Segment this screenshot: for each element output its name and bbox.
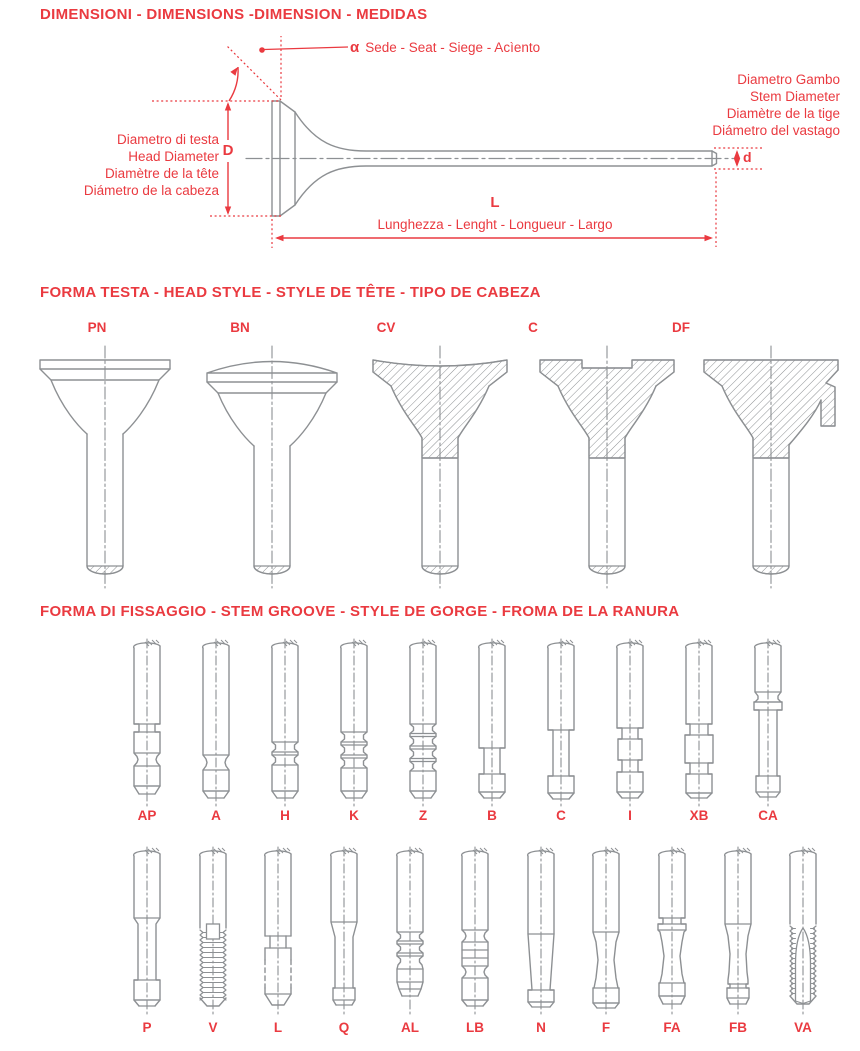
stem-diameter-symbol: d bbox=[743, 149, 752, 165]
stem-groove-label-FA: FA bbox=[663, 1020, 681, 1035]
head-style-drawing-CV bbox=[365, 342, 515, 594]
stem-groove-label-AL: AL bbox=[401, 1020, 419, 1035]
stem-groove-label-F: F bbox=[601, 1020, 611, 1035]
length-symbol: L bbox=[490, 194, 500, 211]
section-title-dimensions: DIMENSIONI - DIMENSIONS -DIMENSION - MEDIDAS bbox=[40, 6, 428, 23]
stem-groove-drawing-FA bbox=[640, 844, 704, 1020]
stem-groove-drawing-V bbox=[181, 844, 245, 1020]
stem-groove-drawing-Z bbox=[391, 636, 455, 812]
stem-groove-drawing-P bbox=[115, 844, 179, 1020]
length-label: Lunghezza - Lenght - Longueur - Largo bbox=[377, 217, 613, 232]
stem-groove-label-Q: Q bbox=[338, 1020, 350, 1035]
head-style-drawing-C bbox=[532, 342, 682, 594]
head-style-drawing-BN bbox=[197, 342, 347, 594]
stem-groove-label-V: V bbox=[208, 1020, 218, 1035]
stem-groove-drawing-I bbox=[598, 636, 662, 812]
head-style-label-DF: DF bbox=[672, 320, 690, 335]
stem-groove-label-FB: FB bbox=[729, 1020, 747, 1035]
section-title-head-styles: FORMA TESTA - HEAD STYLE - STYLE DE TÊTE - TIPO DE CABEZA bbox=[40, 284, 541, 301]
stem-groove-label-Z: Z bbox=[418, 808, 428, 823]
stem-groove-label-LB: LB bbox=[466, 1020, 484, 1035]
head-diameter-label: Diametro di testa Head Diameter Diamètre de la tête Diámetro de la cabeza bbox=[83, 132, 219, 198]
stem-groove-drawing-AL bbox=[378, 844, 442, 1020]
stem-groove-label-N: N bbox=[536, 1020, 546, 1035]
head-style-label-C: C bbox=[528, 320, 538, 335]
head-style-drawing-PN bbox=[30, 342, 180, 594]
stem-groove-drawing-H bbox=[253, 636, 317, 812]
head-style-label-CV: CV bbox=[376, 320, 396, 335]
head-style-drawing-DF bbox=[696, 342, 846, 594]
stem-groove-drawing-K bbox=[322, 636, 386, 812]
stem-groove-label-CA: CA bbox=[758, 808, 778, 823]
stem-groove-drawing-N bbox=[509, 844, 573, 1020]
stem-groove-drawing-Q bbox=[312, 844, 376, 1020]
stem-groove-drawing-XB bbox=[667, 636, 731, 812]
stem-groove-drawing-F bbox=[574, 844, 638, 1020]
stem-groove-drawing-LB bbox=[443, 844, 507, 1020]
stem-groove-drawing-L bbox=[246, 844, 310, 1020]
stem-diameter-label: Diametro Gambo Stem Diameter Diamètre de la tige Diámetro del vastago bbox=[712, 72, 840, 138]
stem-groove-drawing-VA bbox=[771, 844, 835, 1020]
stem-groove-label-I: I bbox=[628, 808, 632, 823]
stem-groove-label-C: C bbox=[556, 808, 566, 823]
stem-groove-label-P: P bbox=[142, 1020, 152, 1035]
stem-groove-drawing-AP bbox=[115, 636, 179, 812]
stem-groove-label-VA: VA bbox=[794, 1020, 812, 1035]
seat-label-text: Sede - Seat - Siege - Acìento bbox=[365, 40, 541, 55]
stem-groove-label-L: L bbox=[273, 1020, 283, 1035]
stem-groove-label-AP: AP bbox=[137, 808, 157, 823]
stem-groove-drawing-C bbox=[529, 636, 593, 812]
head-style-label-BN: BN bbox=[230, 320, 250, 335]
head-style-label-PN: PN bbox=[87, 320, 107, 335]
stem-groove-drawing-CA bbox=[736, 636, 800, 812]
head-diameter-symbol: D bbox=[222, 142, 234, 159]
stem-groove-label-XB: XB bbox=[689, 808, 709, 823]
stem-groove-label-H: H bbox=[280, 808, 290, 823]
alpha-symbol: α bbox=[350, 39, 360, 56]
stem-groove-drawing-A bbox=[184, 636, 248, 812]
stem-groove-drawing-FB bbox=[706, 844, 770, 1020]
stem-groove-label-B: B bbox=[487, 808, 497, 823]
seat-angle-label bbox=[350, 39, 540, 56]
stem-groove-label-K: K bbox=[349, 808, 359, 823]
stem-groove-drawing-B bbox=[460, 636, 524, 812]
section-title-stem-grooves: FORMA DI FISSAGGIO - STEM GROOVE - STYLE DE GORGE - FROMA DE LA RANURA bbox=[40, 603, 680, 620]
stem-groove-label-A: A bbox=[211, 808, 221, 823]
